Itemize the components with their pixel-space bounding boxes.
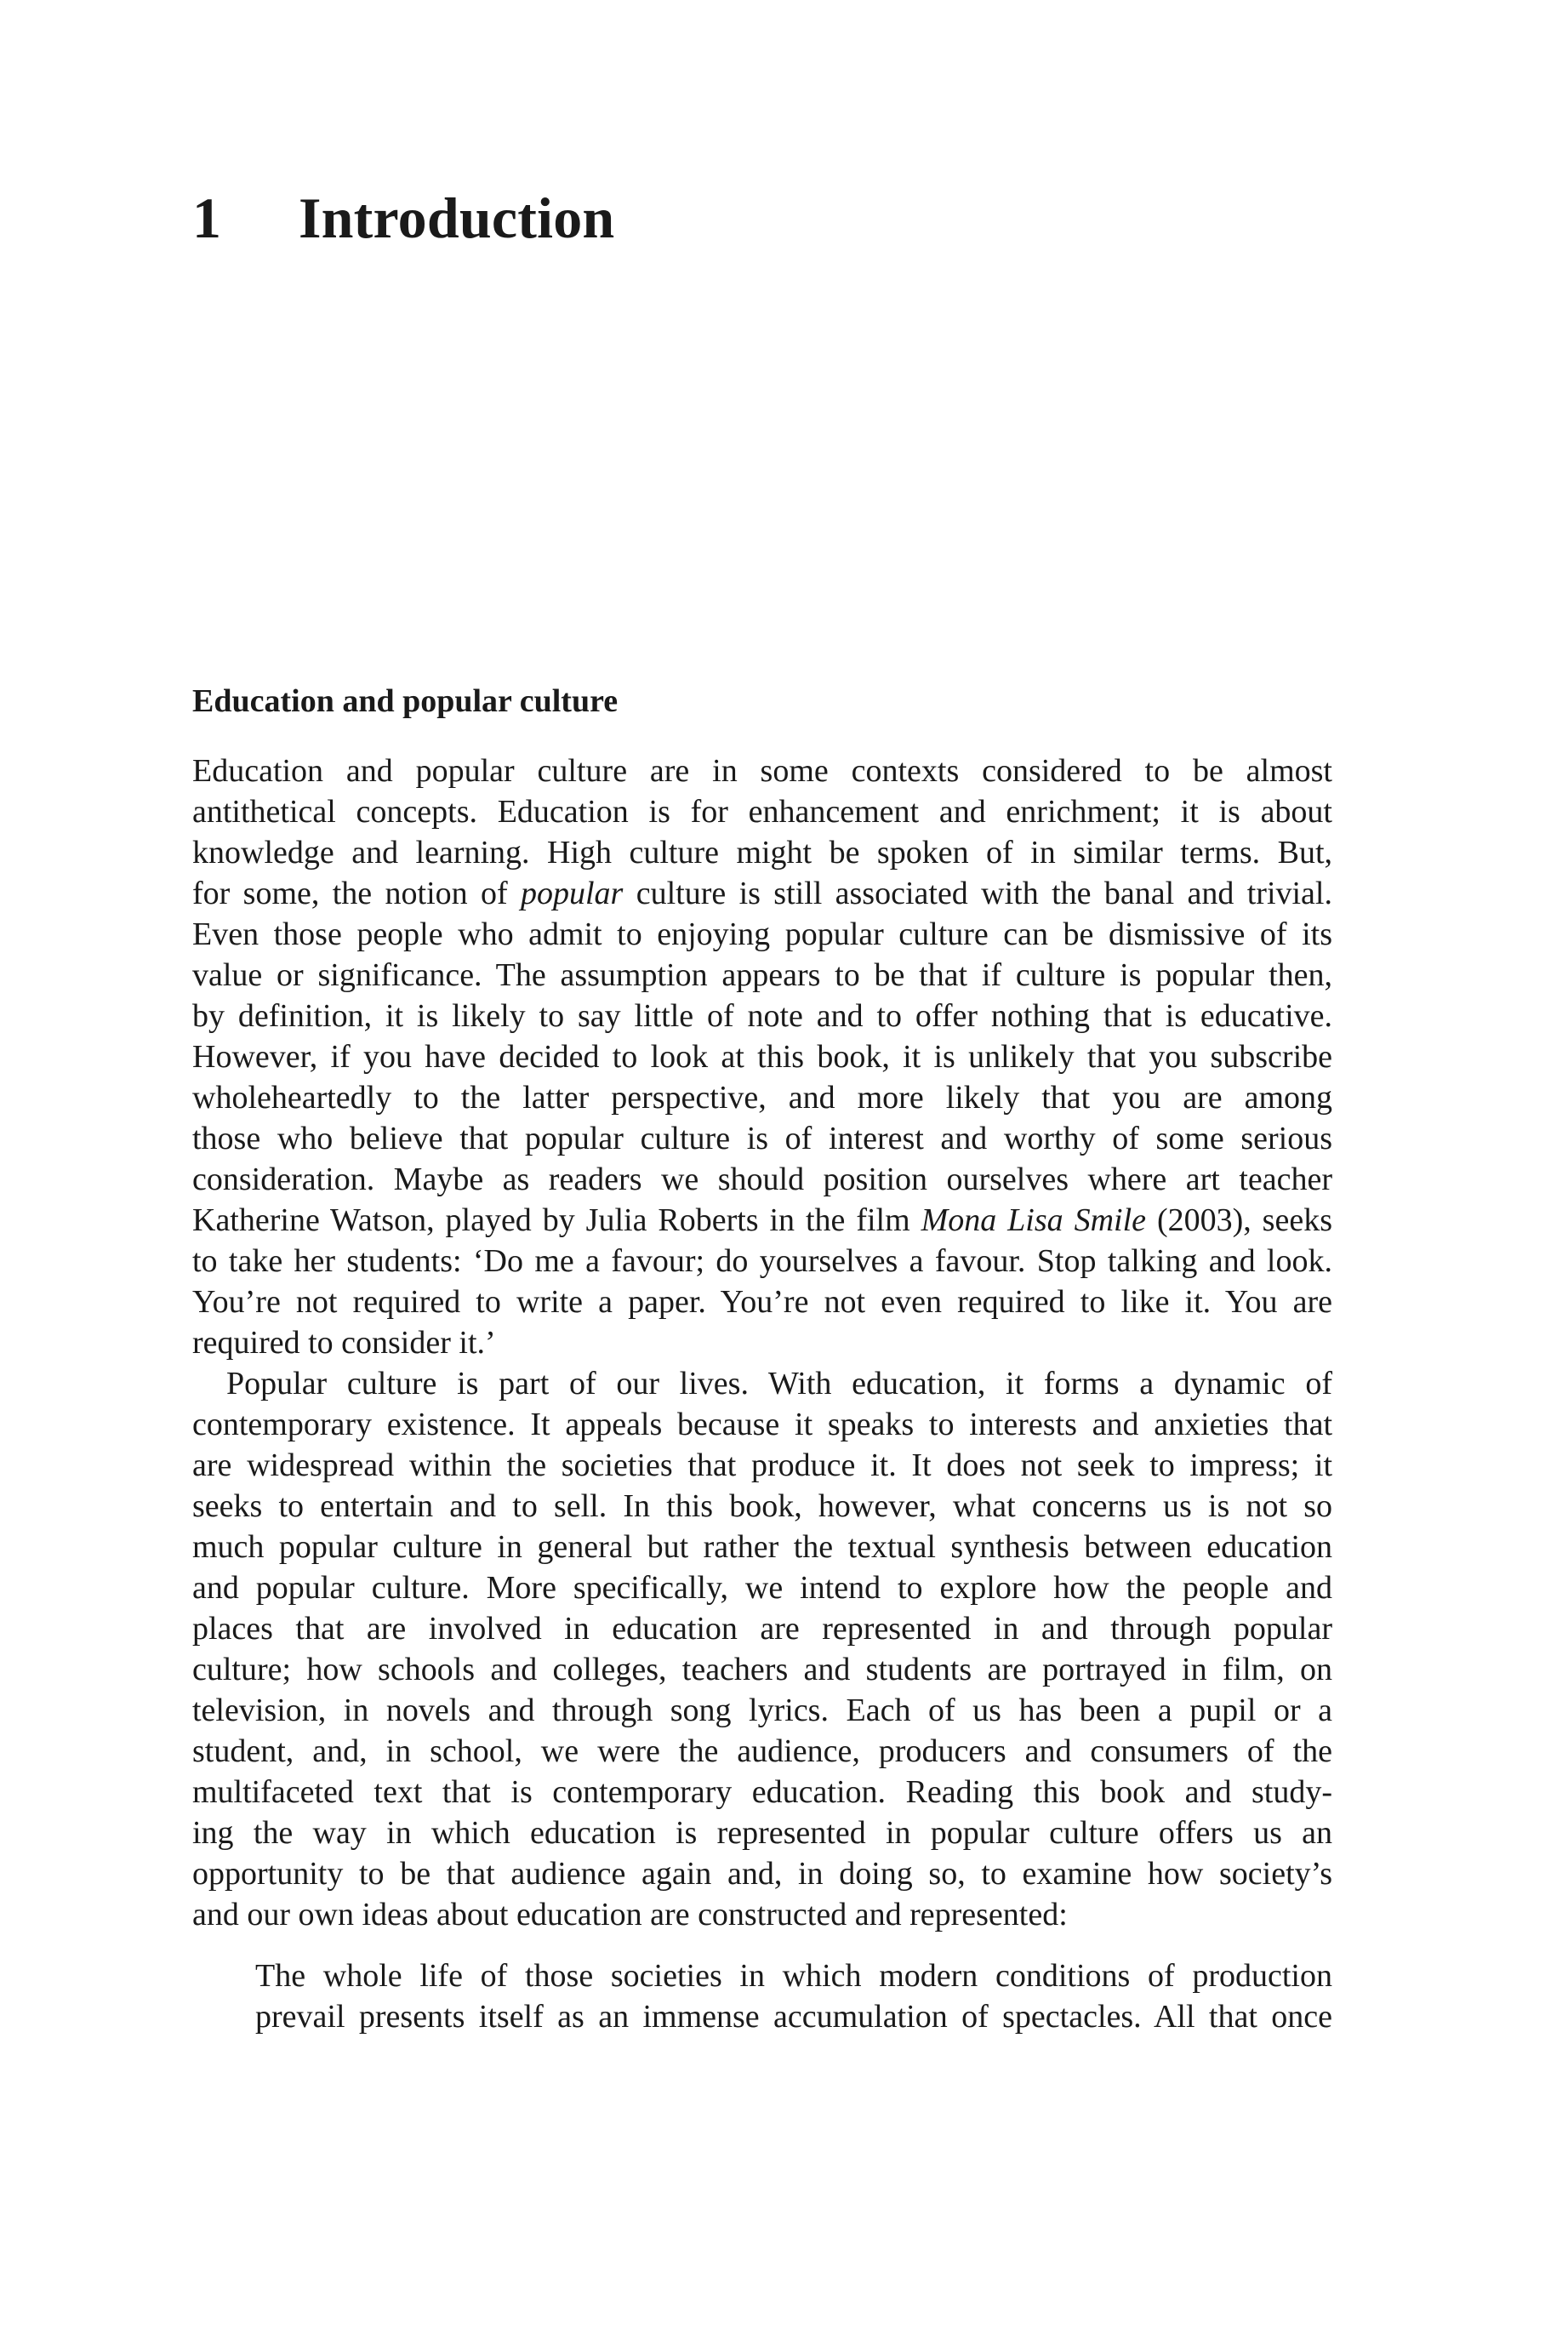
paragraph-line: much popular culture in general but rather the textual synthesis between education [192,1529,1332,1565]
paragraph-2 [192,1363,1332,1935]
paragraph-line [192,1200,1332,1241]
block-quote [255,1955,1332,2037]
paragraph-line: knowledge and learning. High culture might be spoken of in similar terms. But, [192,835,1332,871]
paragraph-line: ing the way in which education is represented in popular culture offers us an [192,1815,1332,1851]
quote-line: prevail presents itself as an immense accumulation of spectacles. All that once [255,1999,1332,2035]
paragraph-line: television, in novels and through song lyrics. Each of us has been a pupil or a [192,1693,1332,1728]
text-run: (2003), seeks [1146,1202,1332,1238]
quote-line: The whole life of those societies in which modern conditions of production [255,1958,1332,1994]
paragraph-line: opportunity to be that audience again and, in doing so, to examine how society’s [192,1856,1332,1892]
paragraph-line: You’re not required to write a paper. You’re not even required to like it. You are [192,1284,1332,1320]
paragraph-line: seeks to entertain and to sell. In this book, however, what concerns us is not so [192,1488,1332,1524]
text-run: culture is still associated with the banal and trivial. [623,876,1332,911]
paragraph-line: value or significance. The assumption appears to be that if culture is popular then, [192,957,1332,993]
paragraph-line: consideration. Maybe as readers we should position ourselves where art teacher [192,1162,1332,1197]
paragraph-line: those who believe that popular culture is of interest and worthy of some serious [192,1121,1332,1156]
paragraph-line: Even those people who admit to enjoying popular culture can be dismissive of its [192,916,1332,952]
paragraph-line: by definition, it is likely to say little of note and to offer nothing that is educative. [192,998,1332,1034]
chapter-title: Introduction [299,186,615,250]
chapter-number: 1 [192,186,222,250]
film-title: Mona Lisa Smile [921,1202,1147,1238]
paragraph-line [192,873,1332,914]
paragraph-line: Education and popular culture are in some contexts considered to be almost [192,753,1332,789]
paragraph-line: are widespread within the societies that produce it. It does not seek to impress; it [192,1447,1332,1483]
emphasis-popular: popular [521,876,624,911]
paragraph-line: and popular culture. More specifically, we intend to explore how the people and [192,1570,1332,1606]
chapter-heading [192,186,615,250]
paragraph-line: and our own ideas about education are constructed and represented: [192,1897,1068,1932]
paragraph-line: wholeheartedly to the latter perspective, and more likely that you are among [192,1080,1332,1116]
paragraph-line: antithetical concepts. Education is for enhancement and enrichment; it is about [192,794,1332,830]
paragraph-line: required to consider it.’ [192,1325,496,1361]
paragraph-line: culture; how schools and colleges, teachers and students are portrayed in film, on [192,1652,1332,1687]
text-run: Katherine Watson, played by Julia Roberts in the film [192,1202,921,1238]
paragraph-1 [192,751,1332,1363]
paragraph-line: contemporary existence. It appeals because it speaks to interests and anxieties that [192,1407,1332,1442]
paragraph-line: to take her students: ‘Do me a favour; do yourselves a favour. Stop talking and look. [192,1243,1332,1279]
section-heading: Education and popular culture [192,683,619,719]
text-run: for some, the notion of [192,876,521,911]
paragraph-line: student, and, in school, we were the audience, producers and consumers of the [192,1733,1332,1769]
paragraph-line: However, if you have decided to look at this book, it is unlikely that you subscribe [192,1039,1332,1075]
paragraph-line: Popular culture is part of our lives. With education, it forms a dynamic of [226,1366,1332,1401]
paragraph-line: places that are involved in education are represented in and through popular [192,1611,1332,1647]
paragraph-line: multifaceted text that is contemporary education. Reading this book and study- [192,1774,1332,1810]
